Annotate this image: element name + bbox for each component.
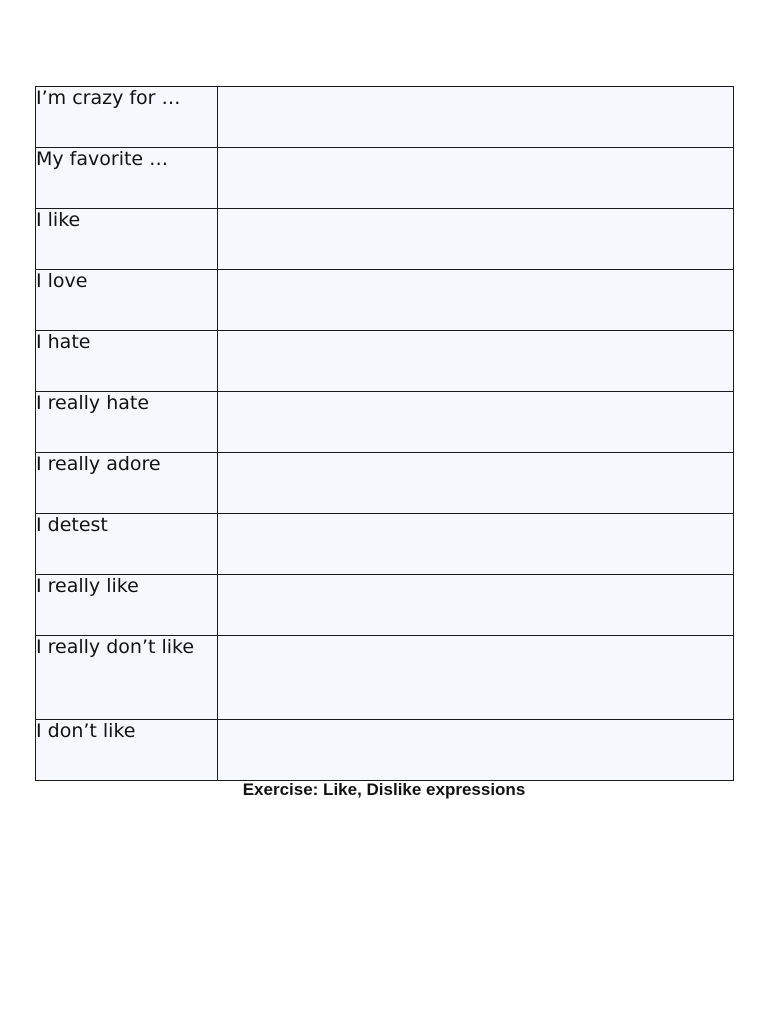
answer-cell[interactable] <box>218 514 734 575</box>
phrase-cell: I love <box>36 270 218 331</box>
phrase-cell: I really don’t like <box>36 636 218 720</box>
phrase-cell: I like <box>36 209 218 270</box>
answer-cell[interactable] <box>218 575 734 636</box>
exercise-caption: Exercise: Like, Dislike expressions <box>242 780 526 799</box>
table-row <box>36 720 734 781</box>
answer-cell[interactable] <box>218 392 734 453</box>
phrase-cell: I’m crazy for … <box>36 87 218 148</box>
phrase-cell: I detest <box>36 514 218 575</box>
phrase-cell: I hate <box>36 331 218 392</box>
exercise-table <box>35 86 734 781</box>
table-row <box>36 148 734 209</box>
table-row <box>36 392 734 453</box>
phrase-cell: I really like <box>36 575 218 636</box>
answer-cell[interactable] <box>218 148 734 209</box>
answer-cell[interactable] <box>218 636 734 720</box>
answer-cell[interactable] <box>218 209 734 270</box>
phrase-cell: I really adore <box>36 453 218 514</box>
answer-cell[interactable] <box>218 331 734 392</box>
table-row <box>36 209 734 270</box>
table-row <box>36 453 734 514</box>
table-row <box>36 87 734 148</box>
table-row <box>36 270 734 331</box>
table-row <box>36 636 734 720</box>
phrase-cell: My favorite … <box>36 148 218 209</box>
answer-cell[interactable] <box>218 87 734 148</box>
phrase-cell: I really hate <box>36 392 218 453</box>
answer-cell[interactable] <box>218 453 734 514</box>
answer-cell[interactable] <box>218 270 734 331</box>
phrase-cell: I don’t like <box>36 720 218 781</box>
answer-cell[interactable] <box>218 720 734 781</box>
table-row <box>36 575 734 636</box>
table-row <box>36 331 734 392</box>
table-row <box>36 514 734 575</box>
